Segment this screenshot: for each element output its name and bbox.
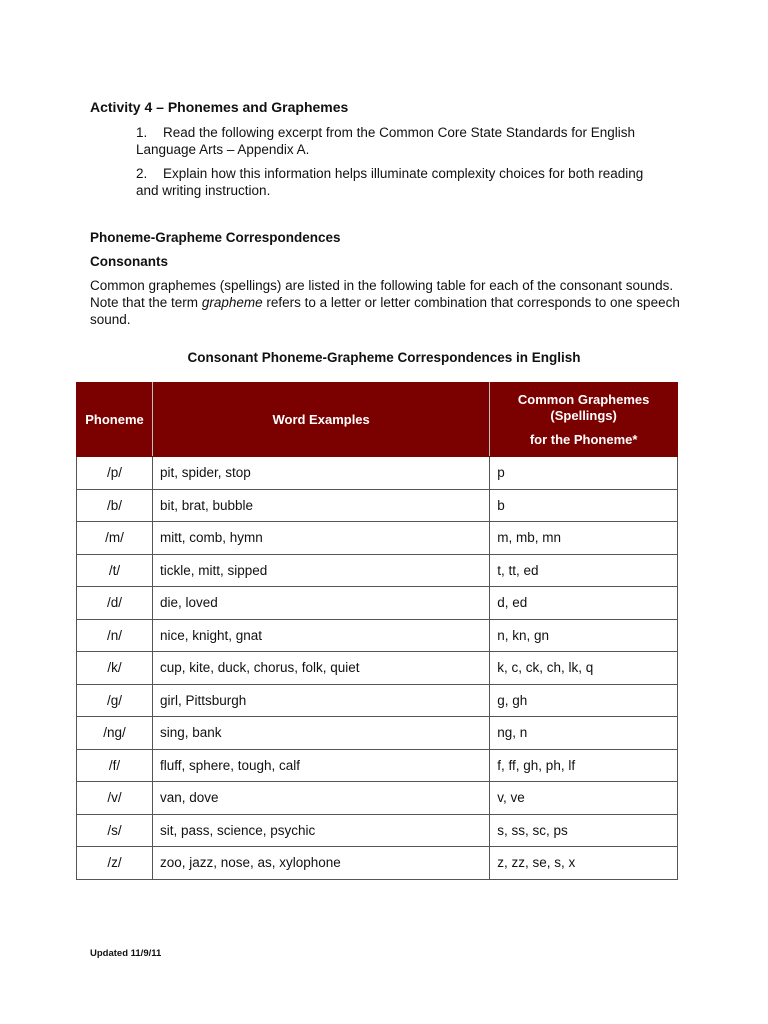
phoneme-cell: /s/: [77, 814, 153, 847]
graphemes-cell: d, ed: [490, 587, 678, 620]
word-examples-cell: tickle, mitt, sipped: [152, 554, 489, 587]
graphemes-cell: ng, n: [490, 717, 678, 750]
word-examples-cell: bit, brat, bubble: [152, 489, 489, 522]
word-examples-cell: mitt, comb, hymn: [152, 522, 489, 555]
graphemes-cell: t, tt, ed: [490, 554, 678, 587]
intro-text-before: Common graphemes (spellings) are listed in the following table for each of the consonant sounds. Note that the term: [90, 278, 674, 310]
graphemes-cell: f, ff, gh, ph, lf: [490, 749, 678, 782]
header-graphemes-line1: Common Graphemes (Spellings): [517, 391, 650, 423]
phoneme-cell: /p/: [77, 457, 153, 490]
graphemes-cell: v, ve: [490, 782, 678, 815]
graphemes-cell: p: [490, 457, 678, 490]
table-row: [77, 717, 678, 750]
graphemes-cell: z, zz, se, s, x: [490, 847, 678, 880]
table-row: [77, 847, 678, 880]
graphemes-cell: n, kn, gn: [490, 619, 678, 652]
table-row: [77, 749, 678, 782]
phoneme-cell: /k/: [77, 652, 153, 685]
word-examples-cell: zoo, jazz, nose, as, xylophone: [152, 847, 489, 880]
graphemes-cell: s, ss, sc, ps: [490, 814, 678, 847]
table-row: [77, 652, 678, 685]
intro-paragraph: [90, 277, 680, 328]
word-examples-cell: fluff, sphere, tough, calf: [152, 749, 489, 782]
phoneme-cell: /b/: [77, 489, 153, 522]
table-row: [77, 587, 678, 620]
instruction-number: 2.: [136, 166, 148, 181]
instruction-item: [136, 124, 666, 158]
instruction-text: Read the following excerpt from the Common Core State Standards for English Language Arts – Appendix A.: [136, 125, 635, 157]
word-examples-cell: nice, knight, gnat: [152, 619, 489, 652]
instruction-list: [136, 124, 666, 206]
word-examples-cell: sit, pass, science, psychic: [152, 814, 489, 847]
phoneme-cell: /g/: [77, 684, 153, 717]
word-examples-cell: girl, Pittsburgh: [152, 684, 489, 717]
table-caption: Consonant Phoneme-Grapheme Correspondences in English: [187, 350, 581, 365]
table-header-row: [77, 383, 678, 457]
table-body: [77, 457, 678, 880]
header-graphemes-line2: for the Phoneme*: [529, 431, 638, 447]
table-row: [77, 489, 678, 522]
table-row: [77, 457, 678, 490]
header-phoneme: Phoneme: [77, 383, 153, 457]
graphemes-cell: b: [490, 489, 678, 522]
table-row: [77, 522, 678, 555]
table-row: [77, 619, 678, 652]
phoneme-cell: /ng/: [77, 717, 153, 750]
phoneme-cell: /z/: [77, 847, 153, 880]
header-word-examples: Word Examples: [152, 383, 489, 457]
graphemes-cell: m, mb, mn: [490, 522, 678, 555]
section-heading: Phoneme-Grapheme Correspondences: [90, 230, 341, 245]
word-examples-cell: cup, kite, duck, chorus, folk, quiet: [152, 652, 489, 685]
phoneme-cell: /d/: [77, 587, 153, 620]
phoneme-cell: /v/: [77, 782, 153, 815]
table-row: [77, 684, 678, 717]
table-row: [77, 814, 678, 847]
consonant-table: [76, 382, 678, 880]
header-common-graphemes: [490, 383, 678, 457]
activity-title: Activity 4 – Phonemes and Graphemes: [90, 99, 349, 115]
table-row: [77, 782, 678, 815]
phoneme-cell: /t/: [77, 554, 153, 587]
word-examples-cell: die, loved: [152, 587, 489, 620]
intro-italic-term: grapheme: [201, 295, 263, 310]
subheading: Consonants: [90, 254, 169, 269]
instruction-item: [136, 165, 666, 199]
graphemes-cell: k, c, ck, ch, lk, q: [490, 652, 678, 685]
phoneme-cell: /f/: [77, 749, 153, 782]
table-row: [77, 554, 678, 587]
phoneme-cell: /m/: [77, 522, 153, 555]
word-examples-cell: sing, bank: [152, 717, 489, 750]
instruction-text: Explain how this information helps illuminate complexity choices for both reading and writing instruction.: [136, 166, 644, 198]
footer-updated-date: Updated 11/9/11: [90, 948, 162, 959]
word-examples-cell: pit, spider, stop: [152, 457, 489, 490]
phoneme-cell: /n/: [77, 619, 153, 652]
instruction-number: 1.: [136, 125, 148, 140]
intro-text-after: refers to a letter or letter combination that corresponds to one speech sound.: [90, 295, 680, 327]
graphemes-cell: g, gh: [490, 684, 678, 717]
word-examples-cell: van, dove: [152, 782, 489, 815]
